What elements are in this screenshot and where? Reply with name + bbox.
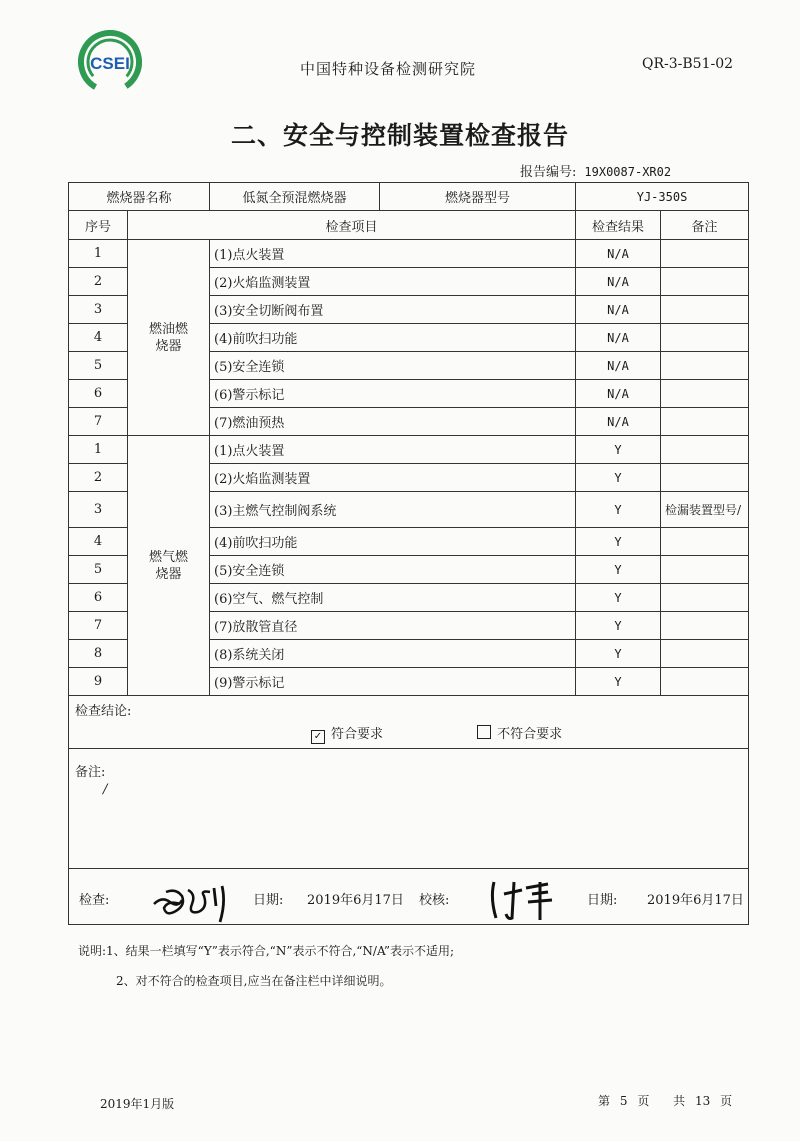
row-seq: 4: [69, 528, 128, 556]
row-result: N/A: [576, 268, 661, 296]
instruction-2: 2、对不符合的检查项目,应当在备注栏中详细说明。: [116, 974, 392, 988]
review-date-label: 日期:: [587, 893, 618, 908]
row-remark: [661, 584, 749, 612]
inspect-date-label: 日期:: [253, 893, 284, 908]
row-remark: [661, 668, 749, 696]
row-result: N/A: [576, 296, 661, 324]
row-remark: [661, 528, 749, 556]
row-item: (4)前吹扫功能: [210, 528, 576, 556]
row-remark: [661, 556, 749, 584]
conclusion-cell: [69, 696, 749, 749]
remarks-label: 备注:: [75, 765, 106, 780]
conclusion-label: 检查结论:: [75, 704, 132, 719]
remarks-cell: [69, 749, 749, 869]
row-remark: [661, 464, 749, 492]
row-item: (3)安全切断阀布置: [210, 296, 576, 324]
row-item: (9)警示标记: [210, 668, 576, 696]
fail-label: 不符合要求: [497, 727, 563, 742]
row-result: Y: [576, 492, 661, 528]
row-remark: 检漏装置型号/: [661, 492, 749, 528]
report-number-label: 报告编号:: [520, 165, 577, 180]
row-item: (2)火焰监测装置: [210, 464, 576, 492]
row-seq: 1: [69, 436, 128, 464]
row-item: (8)系统关闭: [210, 640, 576, 668]
row-result: Y: [576, 528, 661, 556]
row-seq: 4: [69, 324, 128, 352]
review-label: 校核:: [419, 893, 450, 908]
table-row: [69, 436, 749, 464]
row-seq: 9: [69, 668, 128, 696]
row-item: (5)安全连锁: [210, 352, 576, 380]
page-number: 第 5 页 共 13 页: [598, 1094, 733, 1108]
inspect-date: 2019年6月17日: [307, 893, 404, 908]
row-remark: [661, 240, 749, 268]
row-result: Y: [576, 436, 661, 464]
row-result: N/A: [576, 324, 661, 352]
row-remark: [661, 640, 749, 668]
row-item: (7)放散管直径: [210, 612, 576, 640]
row-item: (6)警示标记: [210, 380, 576, 408]
col-item: 检查项目: [128, 211, 576, 240]
unchecked-box-icon[interactable]: [477, 725, 491, 739]
review-date: 2019年6月17日: [647, 893, 744, 908]
row-remark: [661, 296, 749, 324]
conclusion-row: [69, 696, 749, 749]
row-result: Y: [576, 640, 661, 668]
row-seq: 7: [69, 408, 128, 436]
instructions: [78, 936, 454, 996]
row-seq: 2: [69, 464, 128, 492]
row-result: Y: [576, 668, 661, 696]
row-item: (5)安全连锁: [210, 556, 576, 584]
row-result: Y: [576, 584, 661, 612]
remarks-value: /: [103, 782, 108, 797]
report-number-value: 19X0087-XR02: [584, 165, 672, 179]
report-number: [520, 161, 671, 180]
row-item: (3)主燃气控制阀系统: [210, 492, 576, 528]
inspection-table: [68, 182, 749, 925]
burner-name-value: 低氮全预混燃烧器: [210, 183, 380, 211]
row-result: N/A: [576, 380, 661, 408]
page-title: 二、安全与控制装置检查报告: [230, 121, 569, 150]
remarks-row: [69, 749, 749, 869]
inspector-signature: [152, 882, 238, 924]
current-page: 5: [619, 1094, 628, 1108]
pass-label: 符合要求: [331, 727, 384, 742]
csei-logo: [78, 30, 142, 94]
table-row: [69, 240, 749, 268]
logo-text: CSEI: [90, 54, 130, 73]
row-result: N/A: [576, 352, 661, 380]
row-remark: [661, 612, 749, 640]
group-label-gas: 燃气燃烧器: [128, 436, 210, 696]
col-seq: 序号: [69, 211, 128, 240]
row-seq: 3: [69, 492, 128, 528]
burner-model-label: 燃烧器型号: [380, 183, 576, 211]
row-remark: [661, 436, 749, 464]
row-seq: 5: [69, 352, 128, 380]
checked-box-icon[interactable]: ✓: [311, 730, 325, 744]
row-remark: [661, 408, 749, 436]
row-seq: 3: [69, 296, 128, 324]
burner-name-label: 燃烧器名称: [69, 183, 210, 211]
row-seq: 7: [69, 612, 128, 640]
row-item: (1)点火装置: [210, 436, 576, 464]
row-seq: 5: [69, 556, 128, 584]
row-item: (7)燃油预热: [210, 408, 576, 436]
row-result: N/A: [576, 408, 661, 436]
row-result: Y: [576, 612, 661, 640]
burner-model-value: YJ-350S: [576, 183, 749, 211]
row-remark: [661, 268, 749, 296]
row-item: (1)点火装置: [210, 240, 576, 268]
col-remark: 备注: [661, 211, 749, 240]
row-seq: 2: [69, 268, 128, 296]
row-result: Y: [576, 556, 661, 584]
row-result: Y: [576, 464, 661, 492]
row-item: (6)空气、燃气控制: [210, 584, 576, 612]
row-remark: [661, 324, 749, 352]
row-result: N/A: [576, 240, 661, 268]
reviewer-signature: [488, 878, 558, 922]
burner-info-row: [69, 183, 749, 211]
conclusion-pass-option[interactable]: [311, 727, 383, 742]
row-item: (4)前吹扫功能: [210, 324, 576, 352]
row-item: (2)火焰监测装置: [210, 268, 576, 296]
total-pages: 13: [695, 1094, 711, 1108]
row-seq: 8: [69, 640, 128, 668]
instruction-1: 说明:1、结果一栏填写“Y”表示符合,“N”表示不符合,“N/A”表示不适用;: [78, 944, 455, 958]
form-code: QR-3-B51-02: [642, 56, 734, 72]
row-seq: 6: [69, 584, 128, 612]
column-header-row: [69, 211, 749, 240]
organization-name: 中国特种设备检测研究院: [300, 60, 477, 78]
row-remark: [661, 380, 749, 408]
conclusion-fail-option[interactable]: [477, 727, 562, 742]
group-label-oil: 燃油燃烧器: [128, 240, 210, 436]
inspect-label: 检查:: [79, 893, 110, 908]
col-result: 检查结果: [576, 211, 661, 240]
row-seq: 6: [69, 380, 128, 408]
row-seq: 1: [69, 240, 128, 268]
row-remark: [661, 352, 749, 380]
edition: 2019年1月版: [100, 1097, 175, 1111]
